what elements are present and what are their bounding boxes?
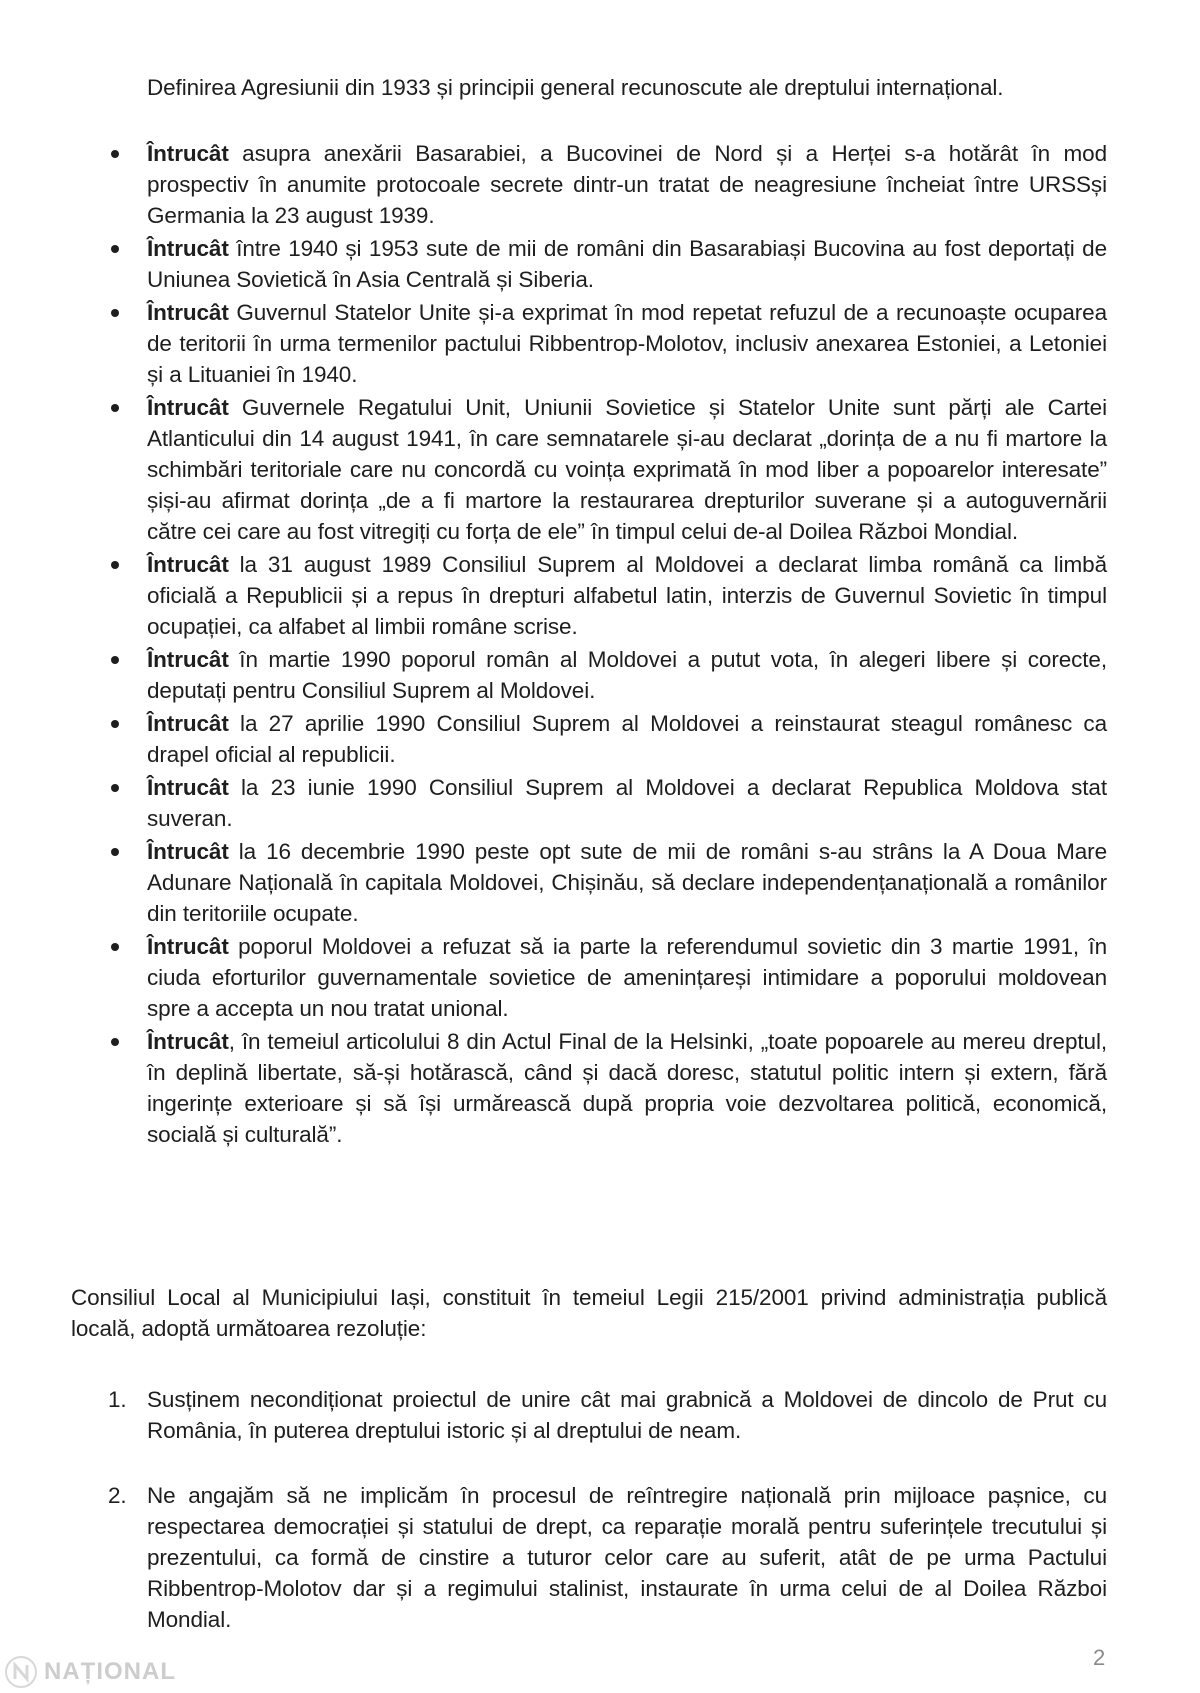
bullet-icon <box>111 656 119 664</box>
keyword: Întrucât <box>147 647 229 672</box>
keyword: Întrucât <box>147 711 229 736</box>
resolution-text: Susținem necondiționat proiectul de unire cât mai grabnică a Moldovei de dincolo de Prut cu România, în puterea dreptului istoric și al dreptului de neam. <box>147 1387 1107 1443</box>
bullet-icon <box>111 848 119 856</box>
list-item <box>108 392 1107 547</box>
resolution-item <box>108 1480 1107 1635</box>
whereas-list <box>108 138 1107 1152</box>
list-item <box>108 138 1107 231</box>
bullet-icon <box>111 561 119 569</box>
list-item <box>108 931 1107 1024</box>
continuation-paragraph: Definirea Agresiunii din 1933 și principii general recunoscute ale dreptului internațional. <box>147 75 1004 100</box>
keyword: Întrucât <box>147 839 229 864</box>
watermark <box>4 1655 176 1689</box>
keyword: Întrucât <box>147 395 229 420</box>
list-item <box>108 549 1107 642</box>
keyword: Întrucât <box>147 552 229 577</box>
bullet-text: asupra anexării Basarabiei, a Bucovinei de Nord și a Herței s-a hotărât în mod prospectiv în anumite protocoale secrete dintr-un tratat de neagresiune încheiat între URSSși Germania la 23 august 1939. <box>147 141 1107 228</box>
bullet-text: la 23 iunie 1990 Consiliul Suprem al Moldovei a declarat Republica Moldova stat suveran. <box>147 775 1107 831</box>
bullet-icon <box>111 1038 119 1046</box>
keyword: Întrucât <box>147 236 229 261</box>
list-item <box>108 772 1107 834</box>
bullet-text: Guvernele Regatului Unit, Uniunii Sovietice și Statelor Unite sunt părți ale Cartei Atlanticului din 14 august 1941, în care semnatarele și-au declarat „dorința de a nu fi martore la schimbări teritoriale care nu concordă cu voința exprimată în mod liber a popoarelor interesate” șiși-au afirmat dorința „de a fi martore la restaurarea drepturilor suverane și a autoguvernării către cei care au fost vitregiți cu forța de ele” în timpul celui de-al Doilea Război Mondial. <box>147 395 1107 544</box>
list-item <box>108 297 1107 390</box>
resolution-text: Ne angajăm să ne implicăm în procesul de reîntregire națională prin mijloace pașnice, cu respectarea democrației și statului de drept, ca reparație morală pentru suferințele trecutului și prezentului, ca formă de cinstire a tuturor celor care au suferit, atât de pe urma Pactului Ribbentrop-Molotov dar și a regimului stalinist, instaurate în urma celui de al Doilea Război Mondial. <box>147 1483 1107 1632</box>
keyword: Întrucât <box>147 300 229 325</box>
watermark-text: NAȚIONAL <box>44 1658 176 1685</box>
list-item <box>108 644 1107 706</box>
bullet-icon <box>111 784 119 792</box>
list-item <box>108 708 1107 770</box>
bullet-icon <box>111 245 119 253</box>
bullet-text: Guvernul Statelor Unite și-a exprimat în mod repetat refuzul de a recunoaște ocuparea de teritorii în urma termenilor pactului Ribbentrop-Molotov, inclusiv anexarea Estoniei, a Letoniei și a Lituaniei în 1940. <box>147 300 1107 387</box>
resolution-intro: Consiliul Local al Municipiului Iași, constituit în temeiul Legii 215/2001 privind administrația publică locală, adoptă următoarea rezoluție: <box>71 1285 1107 1341</box>
bullet-icon <box>111 150 119 158</box>
keyword: Întrucât <box>147 1029 229 1054</box>
national-logo-icon <box>4 1655 38 1689</box>
bullet-text: între 1940 și 1953 sute de mii de români din Basarabiași Bucovina au fost deportați de Uniunea Sovietică în Asia Centrală și Siberia. <box>147 236 1107 292</box>
keyword: Întrucât <box>147 141 229 166</box>
resolution-number: 1. <box>108 1387 127 1412</box>
bullet-icon <box>111 720 119 728</box>
resolution-item <box>108 1384 1107 1446</box>
resolution-number: 2. <box>108 1483 127 1508</box>
bullet-text: la 31 august 1989 Consiliul Suprem al Moldovei a declarat limba română ca limbă oficială a Republicii și a repus în drepturi alfabetul latin, interzis de Guvernul Sovietic în timpul ocupației, ca alfabet al limbii române scrise. <box>147 552 1107 639</box>
bullet-text: la 27 aprilie 1990 Consiliul Suprem al Moldovei a reinstaurat steagul românesc ca drapel oficial al republicii. <box>147 711 1107 767</box>
keyword: Întrucât <box>147 775 229 800</box>
bullet-text: la 16 decembrie 1990 peste opt sute de mii de români s-au strâns la A Doua Mare Adunare Națională în capitala Moldovei, Chișinău, să declare independențanațională a românilor din teritoriile ocupate. <box>147 839 1107 926</box>
list-item <box>108 233 1107 295</box>
page-number: 2 <box>1093 1645 1106 1670</box>
bullet-icon <box>111 309 119 317</box>
list-item <box>108 836 1107 929</box>
bullet-text: poporul Moldovei a refuzat să ia parte la referendumul sovietic din 3 martie 1991, în ciuda eforturilor guvernamentale sovietice de amenințareși intimidare a poporului moldovean spre a accepta un nou tratat unional. <box>147 934 1107 1021</box>
bullet-icon <box>111 943 119 951</box>
bullet-text: în martie 1990 poporul român al Moldovei a putut vota, în alegeri libere și corecte, deputați pentru Consiliul Suprem al Moldovei. <box>147 647 1107 703</box>
keyword: Întrucât <box>147 934 229 959</box>
list-item <box>108 1026 1107 1150</box>
bullet-text: , în temeiul articolului 8 din Actul Final de la Helsinki, „toate popoarele au mereu dreptul, în deplină libertate, să-și hotărască, când și dacă doresc, statutul politic intern și extern, fără ingerințe exterioare și să își urmărească după propria voie dezvoltarea politică, economică, socială și culturală”. <box>147 1029 1107 1147</box>
bullet-icon <box>111 404 119 412</box>
